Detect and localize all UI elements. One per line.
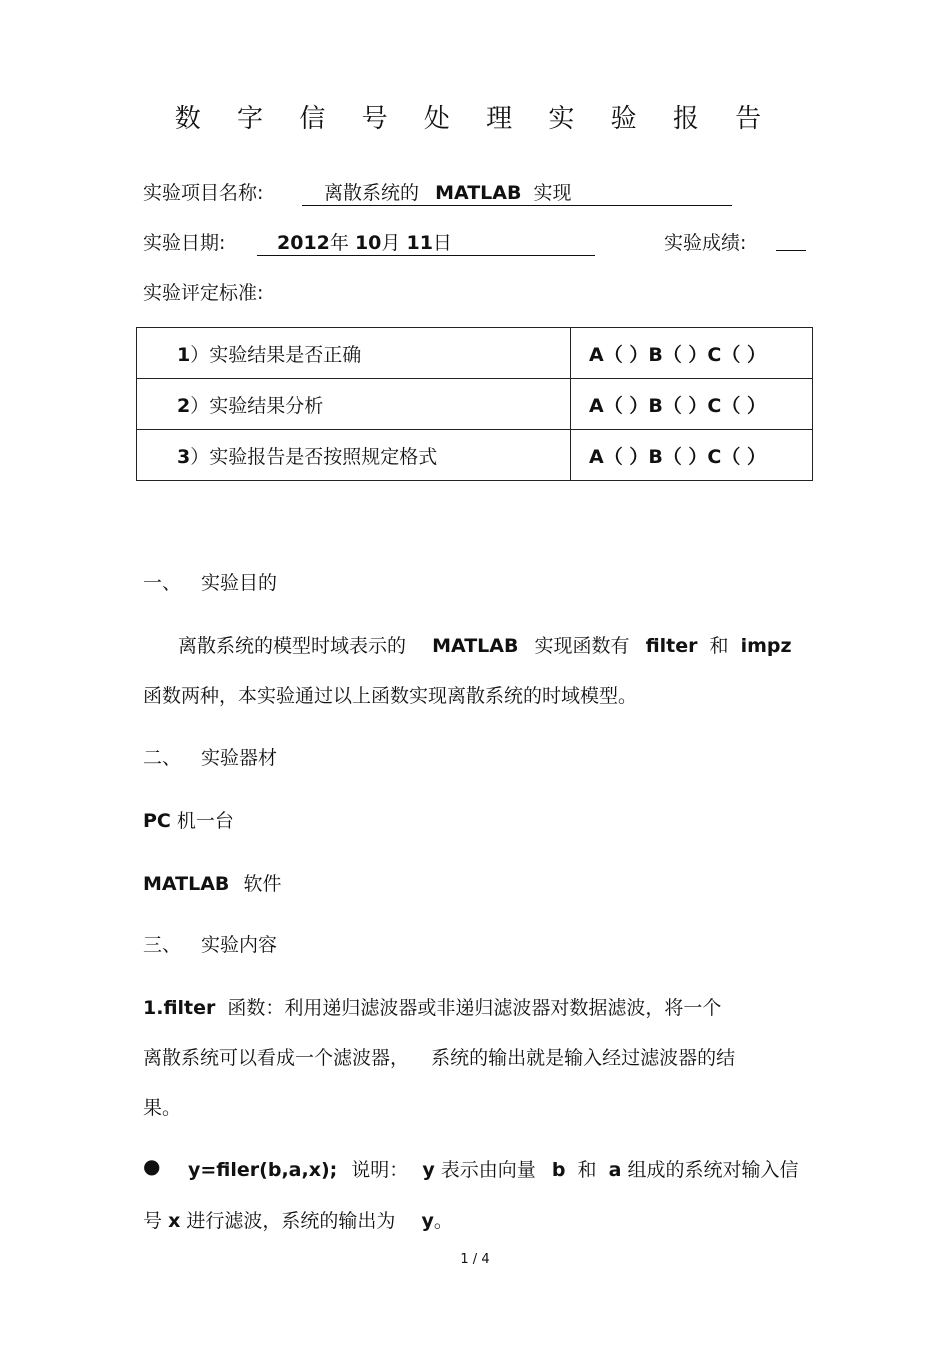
text-segment: 软件 bbox=[243, 873, 282, 895]
text-segment: 实现函数有 bbox=[534, 635, 630, 657]
text-segment: a bbox=[608, 1159, 622, 1181]
bullet-icon: ● bbox=[143, 1154, 161, 1178]
text-segment: 组成的系统对输入信 bbox=[627, 1159, 799, 1181]
date-year-unit: 年 bbox=[329, 232, 349, 254]
section-3-paragraph-line-3: 果。 bbox=[143, 1097, 182, 1119]
date-day-unit: 日 bbox=[432, 232, 452, 254]
grade-options: A（ ）B（ ）C（ ） bbox=[571, 379, 813, 430]
section-3-title: 实验内容 bbox=[201, 934, 278, 956]
criterion-cell bbox=[137, 430, 571, 481]
section-2-title: 实验器材 bbox=[201, 747, 278, 769]
date-label: 实验日期: bbox=[143, 232, 226, 254]
text-segment: 系统的输出就是输入经过滤波器的结 bbox=[431, 1047, 736, 1069]
criterion-text: ）实验报告是否按照规定格式 bbox=[190, 445, 438, 468]
filter-syntax-line-1 bbox=[188, 1155, 798, 1182]
text-segment: 1.filter bbox=[143, 997, 216, 1019]
grade-options: A（ ）B（ ）C（ ） bbox=[571, 430, 813, 481]
text-segment: 说明： bbox=[351, 1159, 409, 1181]
page-number: 1 / 4 bbox=[460, 1252, 490, 1267]
text-segment: 表示由向量 bbox=[440, 1159, 536, 1181]
section-1-paragraph-line-1 bbox=[178, 631, 792, 658]
table-row bbox=[137, 379, 813, 430]
section-1-title: 实验目的 bbox=[201, 572, 278, 594]
date-year: 2012 bbox=[277, 232, 330, 254]
project-name-value bbox=[302, 178, 732, 206]
project-name-text-a: 离散系统的 bbox=[324, 182, 420, 204]
date-value bbox=[257, 228, 595, 256]
text-segment: filter bbox=[645, 635, 698, 657]
text-segment: PC bbox=[143, 810, 171, 832]
date-month: 10 bbox=[354, 232, 382, 254]
text-segment: 和 bbox=[577, 1159, 597, 1181]
table-row bbox=[137, 328, 813, 379]
text-segment: 离散系统的模型时域表示的 bbox=[178, 635, 407, 657]
section-2-number: 二、 bbox=[143, 747, 182, 769]
criterion-text: ）实验结果是否正确 bbox=[190, 343, 362, 366]
criterion-number: 1 bbox=[177, 343, 191, 366]
grading-table bbox=[136, 327, 813, 481]
table-row bbox=[137, 430, 813, 481]
text-segment: MATLAB bbox=[432, 635, 519, 657]
text-segment: 机一台 bbox=[176, 810, 234, 832]
criterion-cell bbox=[137, 379, 571, 430]
equipment-item-matlab bbox=[143, 869, 281, 896]
section-1-number: 一、 bbox=[143, 572, 182, 594]
criterion-number: 2 bbox=[177, 394, 191, 417]
project-name-label: 实验项目名称: bbox=[143, 182, 264, 204]
score-blank bbox=[776, 250, 806, 251]
text-segment: impz bbox=[740, 635, 792, 657]
project-name-text-c: 实现 bbox=[533, 182, 572, 204]
project-name-text-b: MATLAB bbox=[435, 182, 522, 204]
text-segment: y bbox=[422, 1159, 435, 1181]
text-segment: 函数：利用递归滤波器或非递归滤波器对数据滤波，将一个 bbox=[227, 997, 722, 1019]
text-segment: 和 bbox=[709, 635, 729, 657]
text-segment: 进行滤波，系统的输出为 bbox=[186, 1210, 396, 1232]
section-3-number: 三、 bbox=[143, 934, 182, 956]
date-month-unit: 月 bbox=[381, 232, 401, 254]
filter-syntax-line-2 bbox=[143, 1206, 453, 1233]
section-3-paragraph-line-1 bbox=[143, 993, 721, 1020]
text-segment: y bbox=[421, 1210, 434, 1232]
score-label: 实验成绩: bbox=[664, 232, 747, 254]
text-segment: 离散系统可以看成一个滤波器， bbox=[143, 1047, 410, 1069]
text-segment: y=filer(b,a,x); bbox=[188, 1159, 338, 1181]
section-1-paragraph-line-2: 函数两种，本实验通过以上函数实现离散系统的时域模型。 bbox=[143, 685, 638, 707]
text-segment: x bbox=[168, 1210, 181, 1232]
text-segment: b bbox=[551, 1159, 566, 1181]
section-3-paragraph-line-2 bbox=[143, 1043, 735, 1070]
report-title: 数 字 信 号 处 理 实 验 报 告 bbox=[174, 104, 776, 134]
grade-options: A（ ）B（ ）C（ ） bbox=[571, 328, 813, 379]
equipment-item-pc bbox=[143, 806, 234, 833]
text-segment: 。 bbox=[433, 1210, 453, 1232]
criteria-label: 实验评定标准: bbox=[143, 282, 264, 304]
criterion-number: 3 bbox=[177, 445, 191, 468]
text-segment: MATLAB bbox=[143, 873, 230, 895]
criterion-cell bbox=[137, 328, 571, 379]
criterion-text: ）实验结果分析 bbox=[190, 394, 324, 417]
text-segment: 号 bbox=[143, 1210, 163, 1232]
date-day: 11 bbox=[406, 232, 433, 254]
